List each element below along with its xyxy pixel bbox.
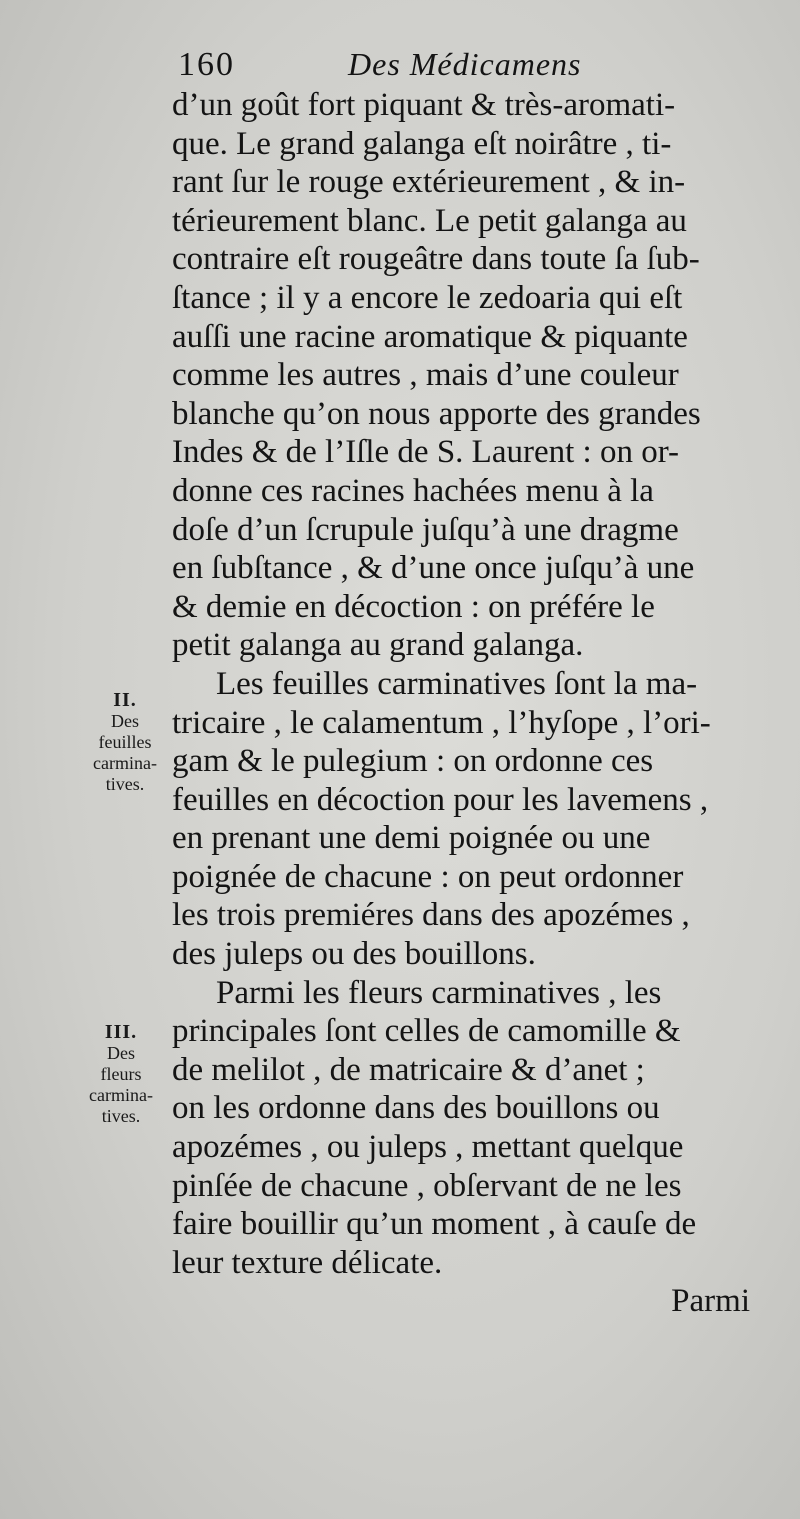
page-number: 160: [178, 46, 235, 83]
margin-note-line: feuilles: [98, 732, 152, 752]
page-header: [178, 46, 748, 90]
text-line: doſe d’un ſcrupule juſqu’à une dragme: [172, 511, 679, 548]
margin-note-fleurs: [80, 1022, 162, 1127]
text-line: apozémes , ou juleps , mettant quelque: [172, 1129, 684, 1166]
text-line: des juleps ou des bouillons.: [172, 936, 536, 973]
text-line: gam & le pulegium : on ordonne ces: [172, 743, 654, 780]
text-line: leur texture délicate.: [172, 1244, 443, 1281]
text-line: feuilles en décoction pour les lavemens ,: [172, 781, 709, 818]
text-line: contraire eſt rougeâtre dans toute ſa ſub-: [172, 241, 700, 278]
text-line: donne ces racines hachées menu à la: [172, 472, 654, 509]
text-line: petit galanga au grand galanga.: [172, 627, 584, 664]
margin-note-feuilles: [84, 690, 166, 795]
text-line: Les feuilles carminatives ſont la ma-: [216, 665, 698, 702]
text-line: on les ordonne dans des bouillons ou: [172, 1090, 660, 1127]
text-line: ſtance ; il y a encore le zedoaria qui eſt: [172, 279, 683, 316]
text-line: principales ſont celles de camomille &: [172, 1013, 681, 1050]
text-line: d’un goût fort piquant & très-aromati-: [172, 87, 676, 123]
margin-numeral: III.: [104, 1021, 138, 1043]
text-line: pinſée de chacune , obſervant de ne les: [172, 1167, 682, 1204]
text-line: rant ſur le rouge extérieurement , & in-: [172, 164, 686, 201]
margin-note-line: fleurs: [100, 1064, 142, 1084]
text-line: comme les autres , mais d’une couleur: [172, 357, 679, 394]
margin-note-line: tives.: [105, 774, 145, 794]
text-line: blanche qu’on nous apporte des grandes: [172, 395, 701, 432]
body-text: [172, 86, 760, 1321]
catchword: Parmi: [671, 1283, 750, 1320]
margin-numeral: II.: [113, 689, 137, 711]
margin-note-line: Des: [107, 1043, 135, 1063]
margin-note-line: tives.: [101, 1106, 141, 1126]
text-line: en ſubſtance , & d’une once juſqu’à une: [172, 550, 695, 587]
text-line: Parmi les fleurs carminatives , les: [216, 974, 662, 1011]
margin-note-line: carmina-: [89, 1085, 153, 1105]
text-line: les trois premiéres dans des apozémes ,: [172, 897, 690, 934]
text-line: & demie en décoction : on préfére le: [172, 588, 655, 625]
margin-note-line: Des: [111, 711, 139, 731]
text-line: de melilot , de matricaire & d’anet ;: [172, 1051, 645, 1088]
text-line: poignée de chacune : on peut ordonner: [172, 858, 684, 895]
running-title: Des Médicamens: [348, 46, 582, 82]
text-line: auſſi une racine aromatique & piquante: [172, 318, 688, 355]
text-line: térieurement blanc. Le petit galanga au: [172, 202, 687, 239]
text-line: en prenant une demi poignée ou une: [172, 820, 651, 857]
text-line: Indes & de l’Iſle de S. Laurent : on or-: [172, 434, 680, 471]
text-line: faire bouillir qu’un moment , à cauſe de: [172, 1206, 697, 1243]
margin-note-line: carmina-: [93, 753, 157, 773]
text-line: tricaire , le calamentum , l’hyſope , l’ori-: [172, 704, 711, 741]
text-line: que. Le grand galanga eſt noirâtre , ti-: [172, 125, 672, 162]
